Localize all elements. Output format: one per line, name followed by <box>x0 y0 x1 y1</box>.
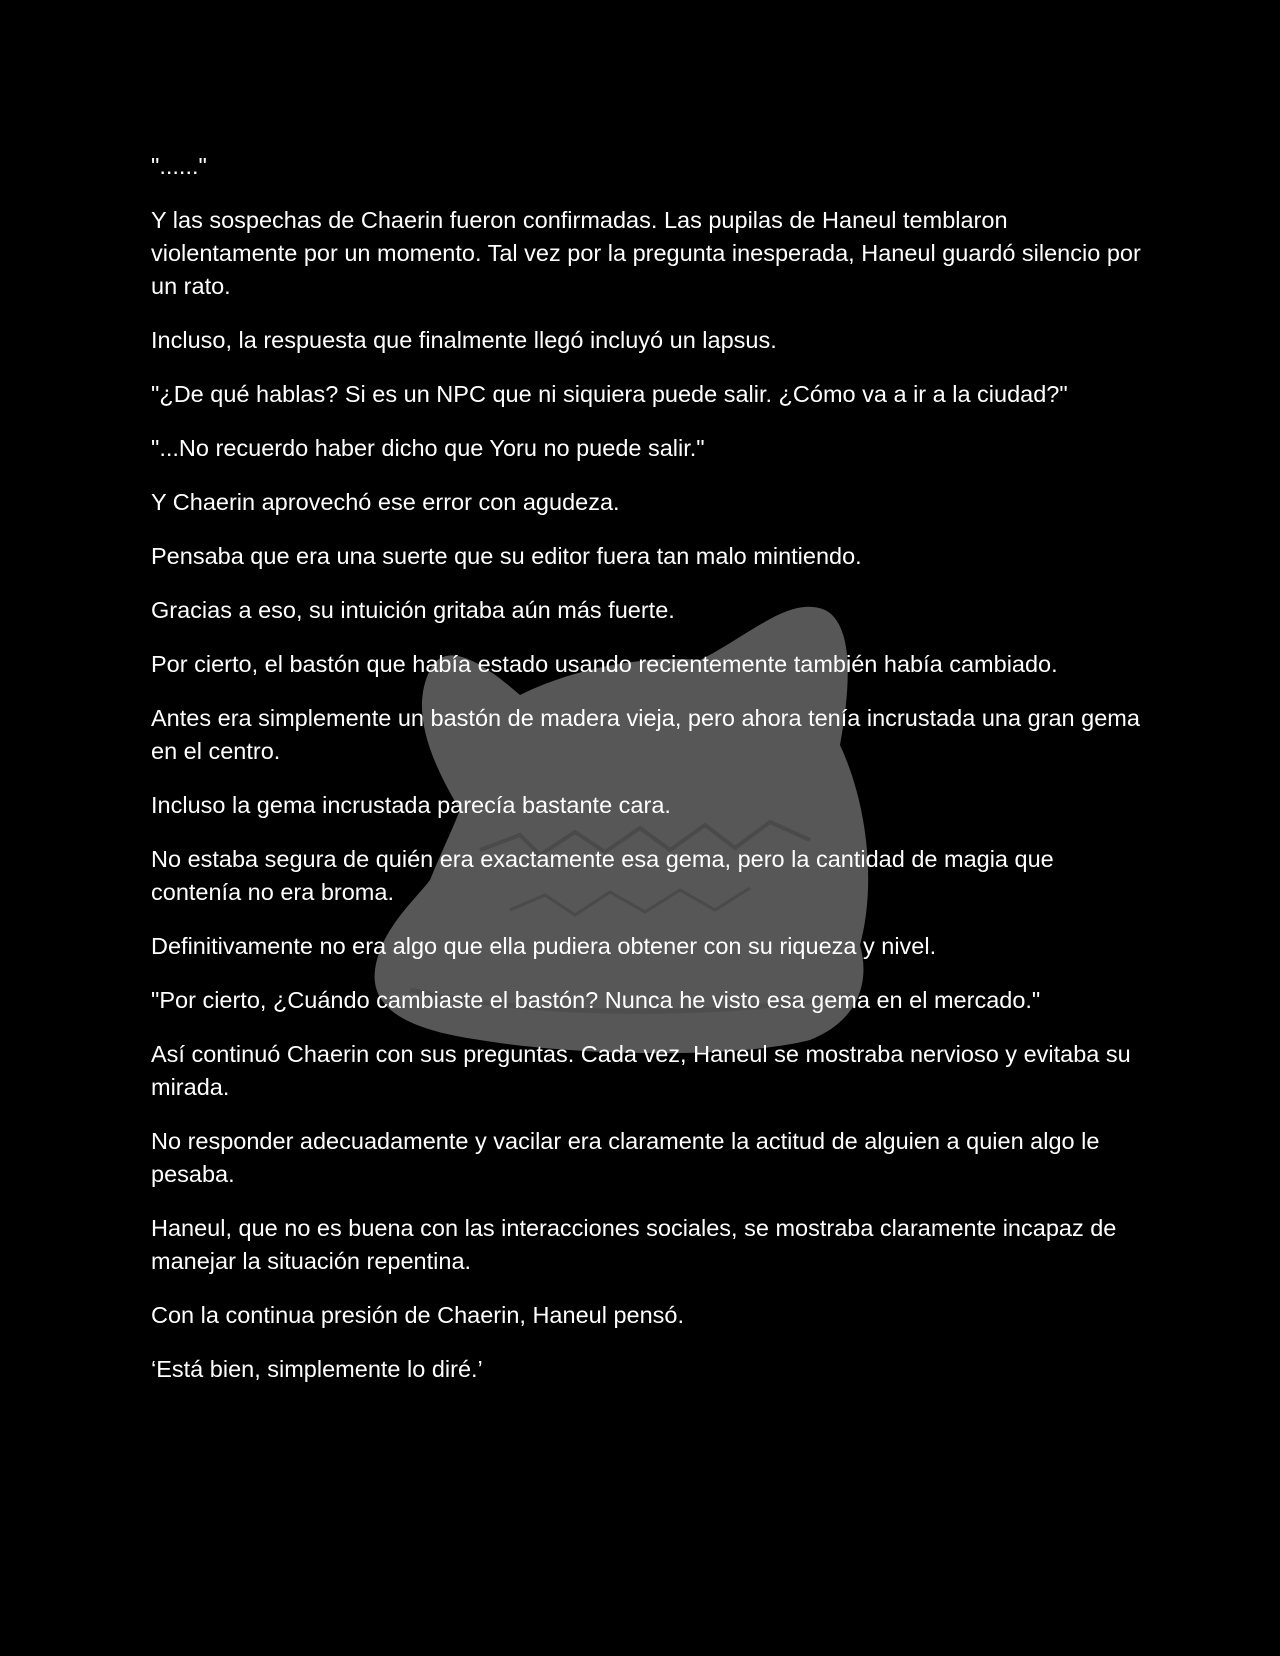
paragraph: Y Chaerin aprovechó ese error con agudeza. <box>151 489 620 515</box>
paragraph: "¿De qué hablas? Si es un NPC que ni siquiera puede salir. ¿Cómo va a ir a la ciudad?" <box>151 381 1068 407</box>
document-body <box>151 150 1141 1407</box>
paragraph: No estaba segura de quién era exactamente esa gema, pero la cantidad de magia que contenía no era broma. <box>151 846 1054 905</box>
paragraph: Haneul, que no es buena con las interacciones sociales, se mostraba claramente incapaz de manejar la situación repentina. <box>151 1215 1117 1274</box>
paragraph: Con la continua presión de Chaerin, Haneul pensó. <box>151 1302 685 1328</box>
paragraph: Por cierto, el bastón que había estado usando recientemente también había cambiado. <box>151 651 1058 677</box>
paragraph: No responder adecuadamente y vacilar era claramente la actitud de alguien a quien algo le pesaba. <box>151 1128 1100 1187</box>
paragraph: ‘Está bien, simplemente lo diré.’ <box>151 1356 483 1382</box>
paragraph: Así continuó Chaerin con sus preguntas. Cada vez, Haneul se mostraba nervioso y evitaba su mirada. <box>151 1041 1131 1100</box>
paragraph: "Por cierto, ¿Cuándo cambiaste el bastón? Nunca he visto esa gema en el mercado." <box>151 987 1041 1013</box>
paragraph: Antes era simplemente un bastón de madera vieja, pero ahora tenía incrustada una gran gema en el centro. <box>151 705 1140 764</box>
paragraph: "......" <box>151 153 207 179</box>
paragraph: Definitivamente no era algo que ella pudiera obtener con su riqueza y nivel. <box>151 933 937 959</box>
paragraph: Y las sospechas de Chaerin fueron confirmadas. Las pupilas de Haneul temblaron violentamente por un momento. Tal vez por la pregunta inesperada, Haneul guardó silencio por un rato. <box>151 207 1141 299</box>
paragraph: Incluso la gema incrustada parecía bastante cara. <box>151 792 671 818</box>
paragraph: Incluso, la respuesta que finalmente llegó incluyó un lapsus. <box>151 327 777 353</box>
paragraph: Pensaba que era una suerte que su editor fuera tan malo mintiendo. <box>151 543 862 569</box>
paragraph: "...No recuerdo haber dicho que Yoru no puede salir." <box>151 435 705 461</box>
paragraph: Gracias a eso, su intuición gritaba aún más fuerte. <box>151 597 675 623</box>
